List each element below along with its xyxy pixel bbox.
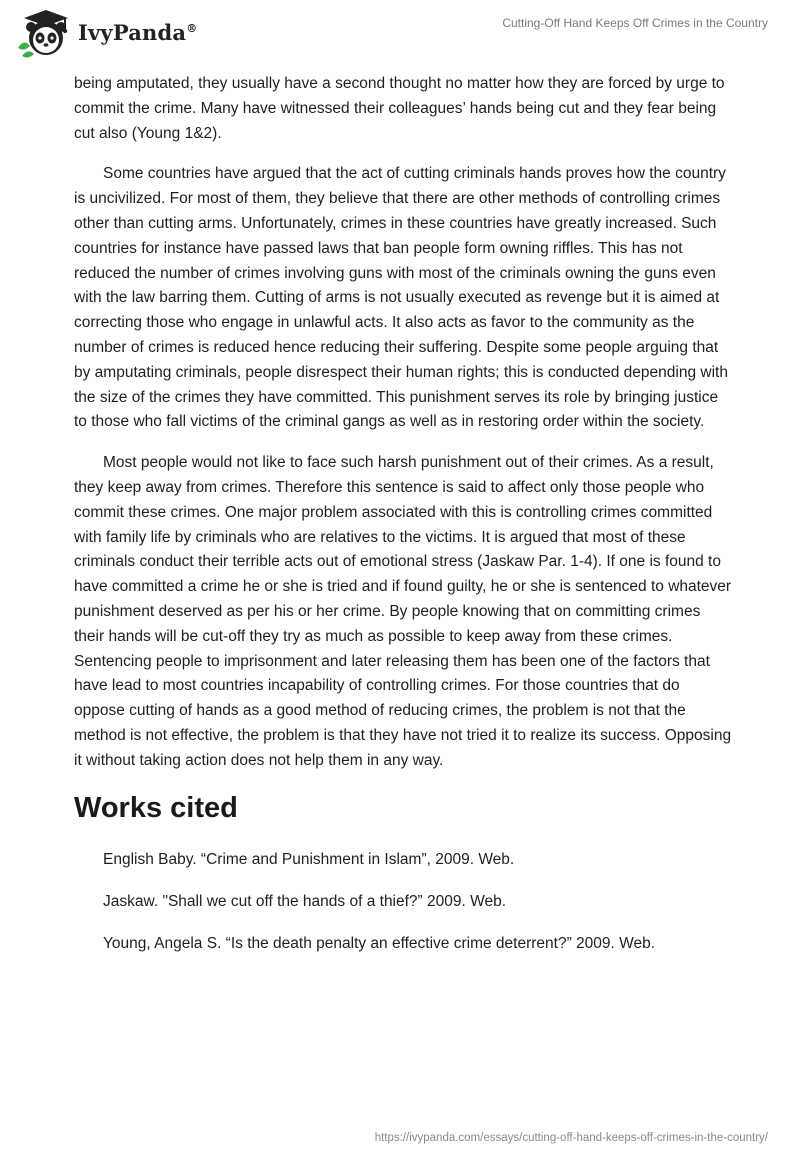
paragraph: Some countries have argued that the act of cutting criminals hands proves how the country is uncivilized. For most of them, they believe that there are other methods of controlling crimes other than cutting arms. Unfortunately, crimes in these countries have greatly increased. Such countries for instance have passed laws that ban people form owning riffles. This has not reduced the number of crimes involving guns with most of the criminals owning the guns even with the law barring them. Cutting of arms is not usually executed as revenge but it is aimed at correcting those who engage in unlawful acts. It also acts as favor to the community as the number of crimes is reduced hence reducing their suffering. Despite some people arguing that by amputating criminals, people disrespect their human rights; this is conducted depending with the size of the crimes they have committed. This punishment serves its role by bringing justice to those who fall victims of the criminal gangs as well as in restoring order within the society. (74, 165, 728, 431)
essay-body (74, 72, 734, 974)
works-cited-heading: Works cited (74, 791, 238, 824)
works-cited-list (74, 848, 734, 956)
logo-wordmark: IvyPanda® (78, 20, 198, 45)
page-header (0, 0, 800, 64)
running-title: Cutting-Off Hand Keeps Off Crimes in the Country (502, 16, 768, 30)
paragraph-continued: being amputated, they usually have a second thought no matter how they are forced by urge to commit the crime. Many have witnessed their colleagues’ hands being cut and they fear being cut also (Young 1&2). (74, 75, 725, 142)
panda-graduate-icon (14, 8, 76, 60)
paragraph: Most people would not like to face such harsh punishment out of their crimes. As a result, they keep away from crimes. Therefore this sentence is said to affect only those people who commit these crimes. One major problem associated with this is controlling crimes committed with family life by criminals who are relatives to the victims. It is argued that most of these criminals conduct their terrible acts out of emotional stress (Jaskaw Par. 1-4). If one is found to have committed a crime he or she is tried and if found guilty, he or she is sentenced to whatever punishment deserved as per his or her crime. By people knowing that on committing crimes their hands will be cut-off they try as much as possible to keep away from these crimes. Sentencing people to imprisonment and later releasing them has been one of the factors that have lead to most countries incapability of controlling crimes. For those countries that do oppose cutting of hands as a good method of reducing crimes, the problem is not that the method is not effective, the problem is that they have not tried it to realize its success. Opposing it without taking action does not help them in any way. (74, 454, 732, 769)
source-url-link[interactable]: https://ivypanda.com/essays/cutting-off-hand-keeps-off-crimes-in-the-country/ (374, 1132, 768, 1144)
ivypanda-logo[interactable] (14, 8, 244, 58)
citation-item: Young, Angela S. “Is the death penalty an effective crime deterrent?” 2009. Web. (103, 934, 656, 952)
citation-item: English Baby. “Crime and Punishment in Islam”, 2009. Web. (103, 850, 515, 868)
citation-item: Jaskaw. "Shall we cut off the hands of a thief?” 2009. Web. (103, 892, 507, 910)
